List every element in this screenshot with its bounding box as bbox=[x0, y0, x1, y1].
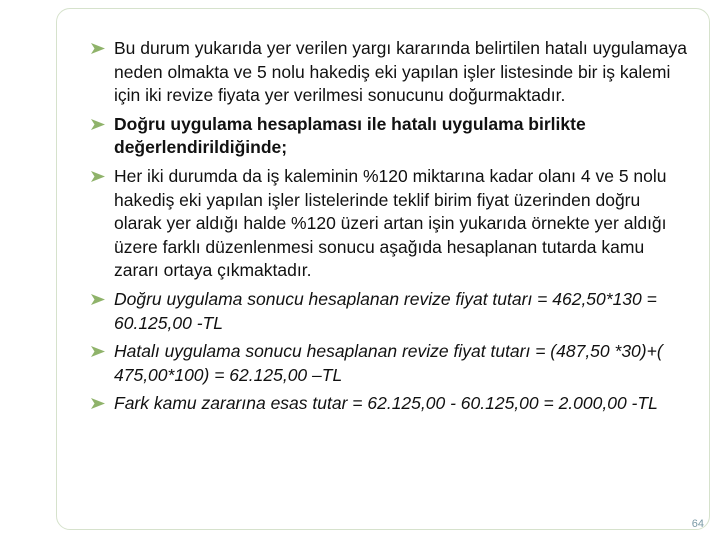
bullet-marker-icon bbox=[90, 397, 106, 410]
bullet-list bbox=[90, 37, 690, 421]
bullet-marker-icon bbox=[90, 118, 106, 131]
bullet-item-3 bbox=[90, 165, 690, 283]
bullet-marker-icon bbox=[90, 293, 106, 306]
bullet-item-6 bbox=[90, 392, 690, 416]
page-number: 64 bbox=[691, 518, 704, 530]
bullet-item-2 bbox=[90, 113, 690, 160]
bullet-marker-icon bbox=[90, 345, 106, 358]
bullet-item-5 bbox=[90, 340, 690, 387]
bullet-marker-icon bbox=[90, 170, 106, 183]
bullet-text: Doğru uygulama hesaplaması ile hatalı uygulama birlikte değerlendirildiğinde; bbox=[114, 113, 586, 158]
bullet-marker-icon bbox=[90, 42, 106, 55]
bullet-text: Hatalı uygulama sonucu hesaplanan revize fiyat tutarı = (487,50 *30)+( 475,00*100) = 62.125,00 –TL bbox=[114, 341, 663, 385]
bullet-item-1 bbox=[90, 37, 690, 108]
bullet-text: Doğru uygulama sonucu hesaplanan revize fiyat tutarı = 462,50*130 = 60.125,00 -TL bbox=[114, 288, 657, 333]
bullet-text: Her iki durumda da iş kaleminin %120 miktarına kadar olanı 4 ve 5 nolu hakediş eki yapılan işler listelerinde teklif birim fiyat üzerinden doğru olarak yer aldığı halde %120 üzeri artan işin yukarıda örnekte yer aldığı üzere farklı düzenlenmesi sonucu aşağıda hesaplanan tutarda kamu zararı ortaya çıkmaktadır. bbox=[114, 165, 667, 281]
bullet-item-4 bbox=[90, 288, 690, 335]
bullet-text: Bu durum yukarıda yer verilen yargı kararında belirtilen hatalı uygulamaya neden olmakta ve 5 nolu hakediş eki yapılan işler listesinde bir iş kalemi için iki revize fiyata yer verilmesi sonucunu doğurmaktadır. bbox=[114, 38, 687, 106]
bullet-text: Fark kamu zararına esas tutar = 62.125,00 - 60.125,00 = 2.000,00 -TL bbox=[114, 393, 658, 414]
